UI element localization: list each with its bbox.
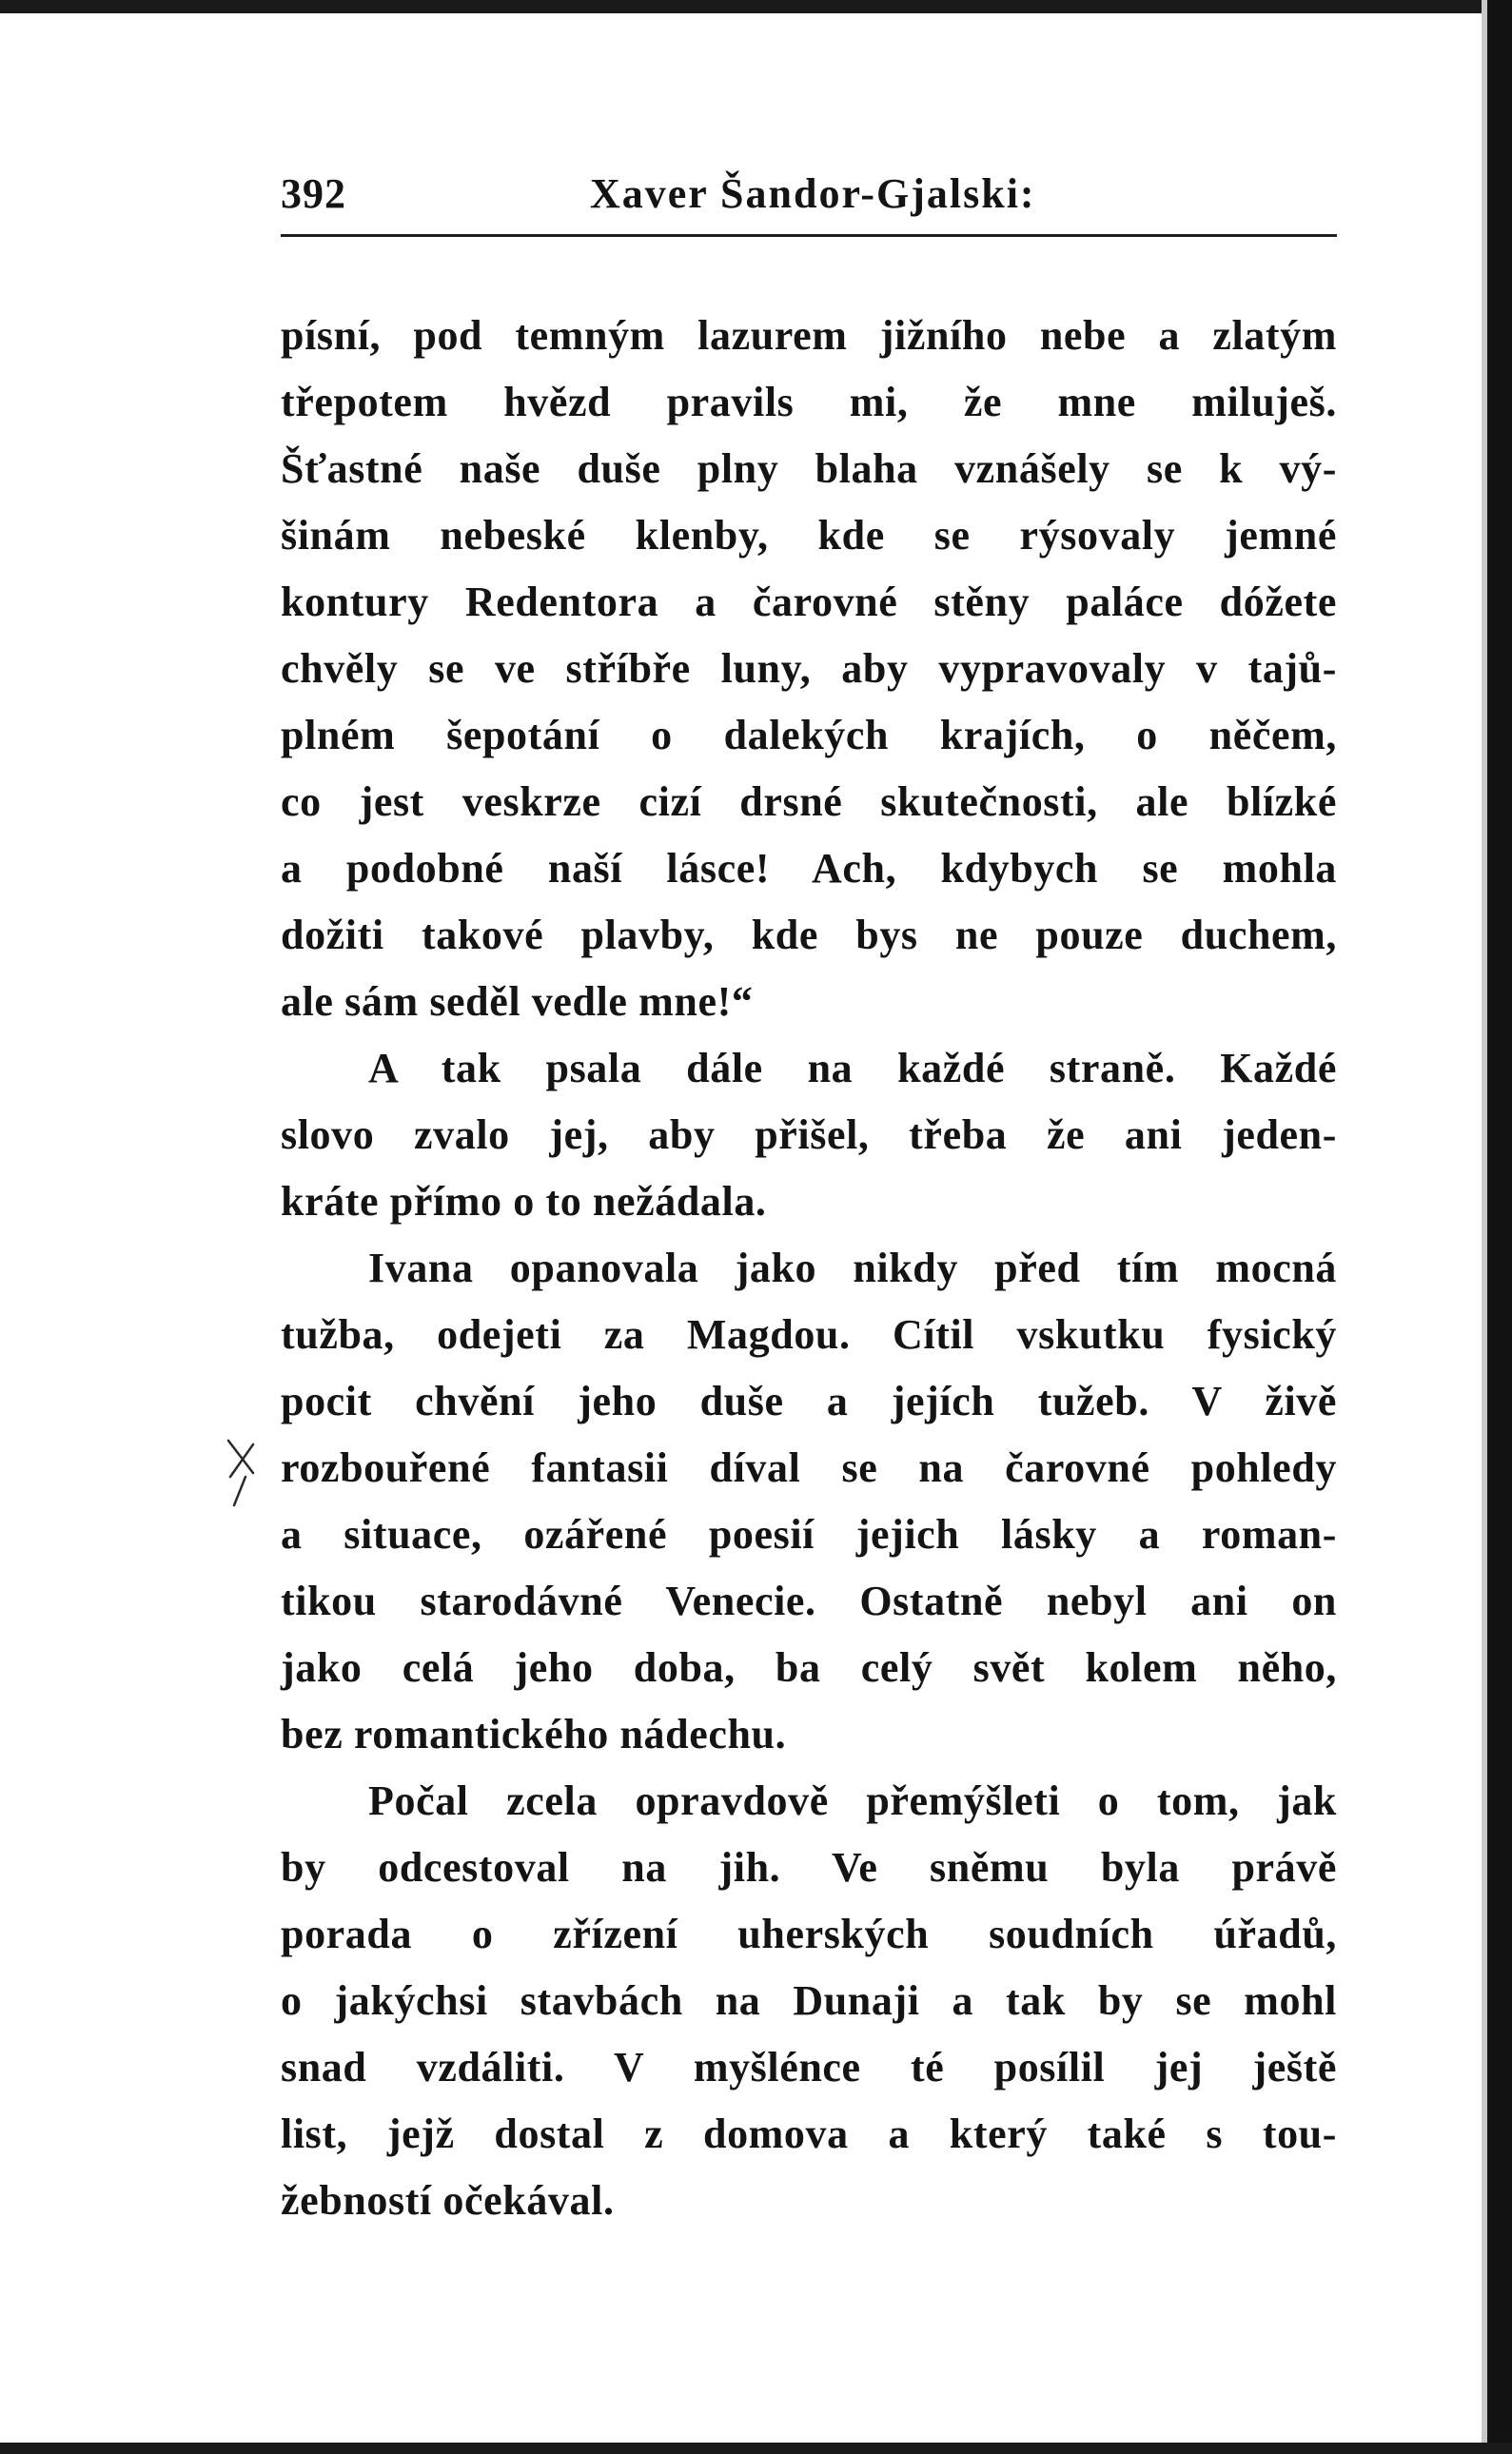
text-line: list, jejž dostal z domova a který také s tou- xyxy=(281,2110,1337,2157)
text-line: pocit chvění jeho duše a jejích tužeb. V živě xyxy=(281,1378,1337,1424)
text-line-paragraph-start: A tak psala dále na každé straně. Každé xyxy=(368,1045,1337,1091)
margin-annotation-mark xyxy=(221,1435,278,1511)
text-line-paragraph-end: bez romantického nádechu. xyxy=(281,1711,787,1757)
text-line: třepotem hvězd pravils mi, že mne miluješ. xyxy=(281,379,1337,425)
scan-border-right xyxy=(1487,0,1512,2454)
header-rule xyxy=(281,234,1337,237)
text-line: Šťastné naše duše plny blaha vznášely se k vý- xyxy=(281,445,1337,492)
scan-border-bottom xyxy=(0,2443,1512,2454)
text-line-paragraph-start: Počal zcela opravdově přemýšleti o tom, jak xyxy=(368,1777,1337,1824)
text-line: dožiti takové plavby, kde bys ne pouze duchem, xyxy=(281,912,1337,958)
text-line: a situace, ozářené poesií jejich lásky a roman- xyxy=(281,1511,1337,1558)
text-line-paragraph-end: kráte přímo o to nežádala. xyxy=(281,1178,767,1225)
running-title: Xaver Šandor-Gjalski: xyxy=(590,170,1036,217)
text-line: tikou starodávné Venecie. Ostatně nebyl ani on xyxy=(281,1578,1337,1624)
body-text xyxy=(281,303,1337,2234)
text-line: slovo zvalo jej, aby přišel, třeba že ani jeden- xyxy=(281,1111,1337,1158)
text-line: o jakýchsi stavbách na Dunaji a tak by se mohl xyxy=(281,1977,1337,2024)
text-line: kontury Redentora a čarovné stěny paláce dóžete xyxy=(281,579,1337,625)
page-number: 392 xyxy=(281,170,346,217)
text-line-paragraph-end: žebností očekával. xyxy=(281,2177,615,2224)
text-line: plném šepotání o dalekých krajích, o něčem, xyxy=(281,712,1337,758)
text-line-paragraph-start: Ivana opanovala jako nikdy před tím mocná xyxy=(368,1245,1337,1291)
page-header xyxy=(281,164,1337,230)
text-line: snad vzdáliti. V myšlénce té posílil jej ještě xyxy=(281,2044,1337,2091)
text-line: chvěly se ve stříbře luny, aby vypravovaly v tajů- xyxy=(281,645,1337,692)
text-line: šinám nebeské klenby, kde se rýsovaly jemné xyxy=(281,512,1337,559)
text-line: co jest veskrze cizí drsné skutečnosti, ale blízké xyxy=(281,778,1337,825)
text-line-paragraph-end: ale sám seděl vedle mne!“ xyxy=(281,978,754,1025)
text-line: písní, pod temným lazurem jižního nebe a zlatým xyxy=(281,312,1337,359)
scan-border-top xyxy=(0,0,1512,13)
text-line: porada o zřízení uherských soudních úřadů, xyxy=(281,1911,1337,1957)
text-line: a podobné naší lásce! Ach, kdybych se mohla xyxy=(281,845,1337,892)
text-line: jako celá jeho doba, ba celý svět kolem něho, xyxy=(281,1644,1337,1691)
text-line: rozbouřené fantasii díval se na čarovné pohledy xyxy=(281,1444,1337,1491)
text-line: tužba, odejeti za Magdou. Cítil vskutku fysický xyxy=(281,1311,1337,1358)
text-line: by odcestoval na jih. Ve sněmu byla právě xyxy=(281,1844,1337,1891)
